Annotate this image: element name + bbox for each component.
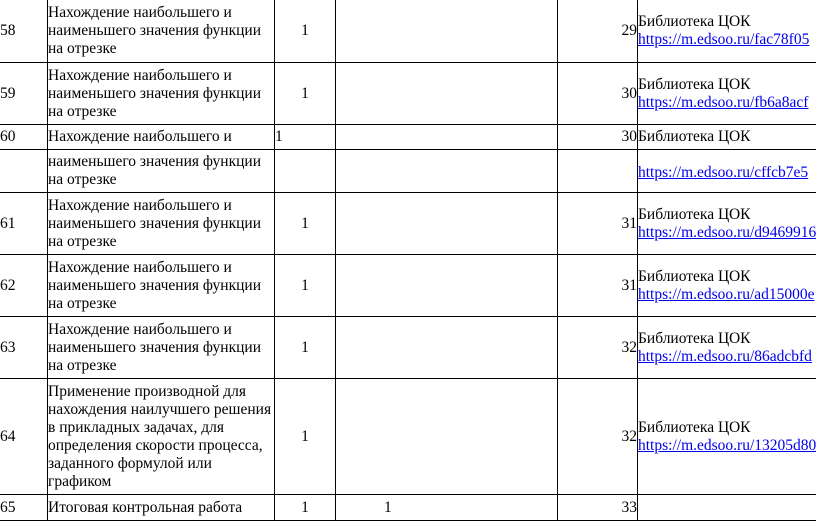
topic-line: наименьшего значения функции (48, 153, 261, 170)
lesson-topic (48, 317, 275, 379)
resource-cell (638, 193, 816, 255)
lesson-number: 63 (0, 317, 48, 379)
table-row (0, 193, 816, 255)
lesson-topic (48, 255, 275, 317)
resource-cell (638, 379, 816, 495)
resource-cell (638, 125, 816, 150)
resource-link[interactable]: https://m.edsoo.ru/cffcb7e5 (638, 163, 809, 181)
hours-cell: 1 (275, 317, 336, 379)
lesson-topic (48, 150, 275, 193)
week-cell: 30 (558, 125, 638, 150)
topic-line: заданного формулой или (48, 454, 212, 472)
topic-line: наименьшего значения функции (48, 338, 261, 356)
week-cell: 32 (558, 379, 638, 495)
library-label: Библиотека ЦОК (638, 75, 751, 93)
library-label: Библиотека ЦОК (638, 267, 751, 285)
resource-link[interactable]: https://m.edsoo.ru/fb6a8acf (638, 93, 809, 111)
lesson-number: 61 (0, 193, 48, 255)
topic-line: определения скорости процесса, (48, 436, 263, 454)
week-cell: 31 (558, 193, 638, 255)
lesson-number: 64 (0, 379, 48, 495)
control-work-cell (336, 125, 558, 150)
lesson-topic (48, 0, 275, 63)
lesson-topic (48, 193, 275, 255)
resource-cell (638, 0, 816, 63)
lesson-topic (48, 495, 275, 521)
control-work-cell (336, 63, 558, 125)
lesson-topic (48, 379, 275, 495)
lesson-number: 59 (0, 63, 48, 125)
table-row (0, 150, 816, 193)
library-label: Библиотека ЦОК (638, 418, 751, 436)
topic-line: Нахождение наибольшего и (48, 258, 232, 276)
lesson-number: 60 (0, 125, 48, 150)
hours-cell: 1 (275, 193, 336, 255)
resource-link[interactable]: https://m.edsoo.ru/d9469916 (638, 223, 816, 241)
control-work-cell (336, 255, 558, 317)
resource-link[interactable]: https://m.edsoo.ru/ad15000e (638, 285, 815, 303)
control-work-cell (336, 317, 558, 379)
topic-line: наименьшего значения функции (48, 84, 261, 102)
week-cell: 29 (558, 0, 638, 63)
lesson-topic (48, 125, 275, 150)
topic-line: Применение производной для (48, 382, 247, 400)
resource-cell (638, 255, 816, 317)
lesson-number: 65 (0, 495, 48, 521)
table-row (0, 255, 816, 317)
resource-cell (638, 495, 816, 521)
week-cell: 30 (558, 63, 638, 125)
lesson-number (0, 150, 48, 193)
table-row (0, 63, 816, 125)
table-row (0, 125, 816, 150)
table-row (0, 0, 816, 63)
week-cell: 31 (558, 255, 638, 317)
topic-line: на отрезке (48, 40, 117, 57)
resource-cell (638, 317, 816, 379)
week-cell: 32 (558, 317, 638, 379)
hours-cell: 1 (275, 0, 336, 63)
topic-line: Нахождение наибольшего и (48, 320, 232, 338)
topic-line: Нахождение наибольшего и (48, 4, 232, 21)
resource-cell (638, 63, 816, 125)
control-work-cell: 1 (336, 495, 558, 521)
topic-line: на отрезке (48, 102, 117, 120)
topic-line: Нахождение наибольшего и (48, 128, 232, 145)
hours-cell: 1 (275, 379, 336, 495)
table-row (0, 495, 816, 521)
library-label: Библиотека ЦОК (638, 205, 751, 223)
resource-cell (638, 150, 816, 193)
lesson-number: 62 (0, 255, 48, 317)
table-row (0, 379, 816, 495)
topic-line: нахождения наилучшего решения (48, 400, 272, 418)
hours-cell (275, 150, 336, 193)
resource-link[interactable]: https://m.edsoo.ru/13205d80 (638, 436, 816, 454)
lesson-number: 58 (0, 0, 48, 63)
topic-line: на отрезке (48, 232, 117, 250)
topic-line: на отрезке (48, 356, 117, 374)
control-work-cell (336, 0, 558, 63)
topic-line: графиком (48, 472, 112, 490)
topic-line: Нахождение наибольшего и (48, 66, 232, 84)
topic-line: Нахождение наибольшего и (48, 196, 232, 214)
week-cell: 33 (558, 495, 638, 521)
topic-line: на отрезке (48, 171, 117, 188)
control-work-cell (336, 379, 558, 495)
table-row (0, 317, 816, 379)
control-work-cell (336, 193, 558, 255)
topic-line: на отрезке (48, 294, 117, 312)
library-label: Библиотека ЦОК (638, 13, 751, 30)
lesson-topic (48, 63, 275, 125)
topic-line: в прикладных задачах, для (48, 418, 224, 436)
hours-cell: 1 (275, 255, 336, 317)
week-cell (558, 150, 638, 193)
resource-link[interactable]: https://m.edsoo.ru/86adcbfd (638, 347, 812, 365)
hours-cell: 1 (275, 495, 336, 521)
topic-line: наименьшего значения функции (48, 214, 261, 232)
control-work-cell (336, 150, 558, 193)
hours-cell: 1 (275, 125, 336, 150)
library-label: Библиотека ЦОК (638, 128, 751, 145)
library-label: Библиотека ЦОК (638, 329, 751, 347)
hours-cell: 1 (275, 63, 336, 125)
topic-line: Итоговая контрольная работа (48, 498, 243, 516)
topic-line: наименьшего значения функции (48, 276, 261, 294)
resource-link[interactable]: https://m.edsoo.ru/fac78f05 (638, 31, 810, 48)
topic-line: наименьшего значения функции (48, 22, 261, 39)
